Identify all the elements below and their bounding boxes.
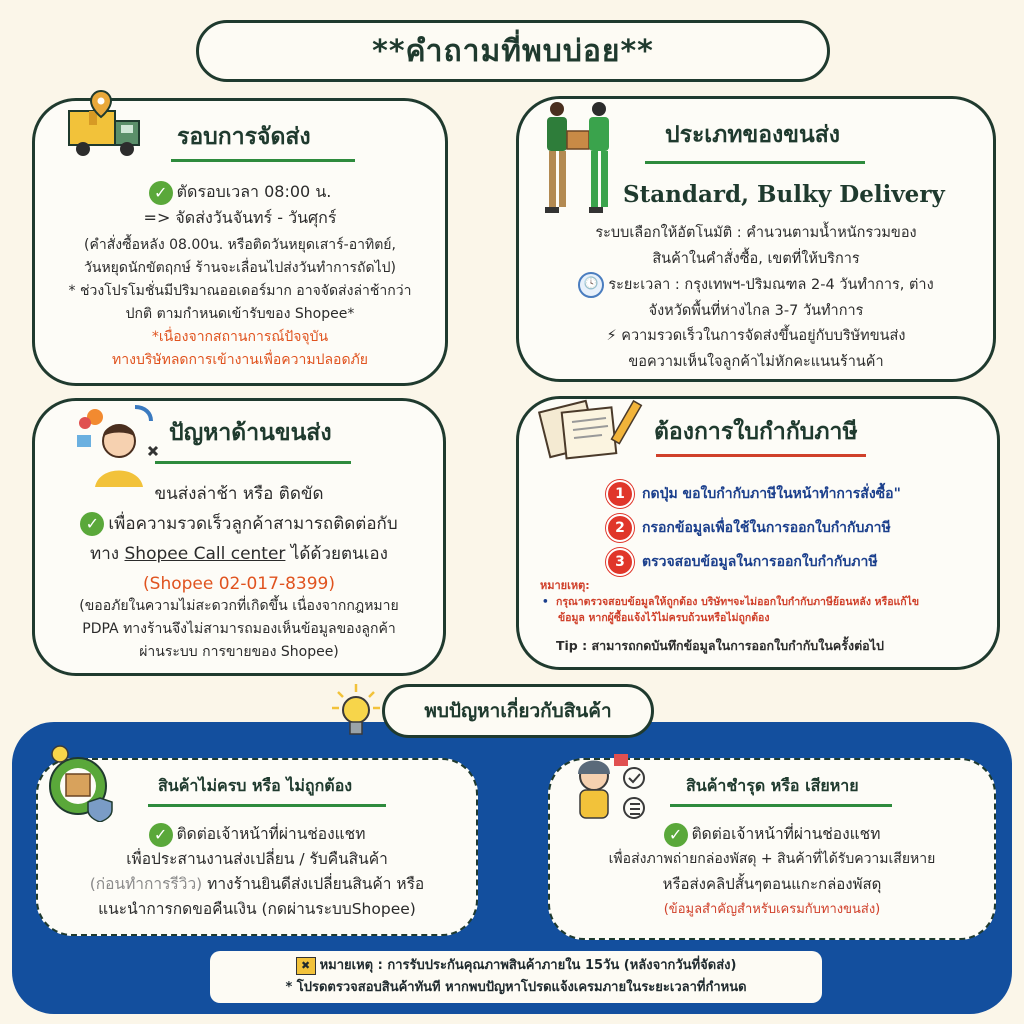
delivery-note: (คำสั่งซื้อหลัง 08.00น. หรือติดวันหยุดเสาร์-อาทิตย์, xyxy=(84,237,396,253)
pdpa-note: (ขออภัยในความไม่สะดวกที่เกิดขึ้น เนื่องจากกฎหมาย xyxy=(79,598,399,614)
delivery-note: * ช่วงโปรโมชั่นมีปริมาณออเดอร์มาก อาจจัดส่งล่าช้ากว่า xyxy=(68,283,412,299)
tax-step-3: 3 ตรวจสอบข้อมูลในการออกใบกำกับภาษี xyxy=(606,548,878,576)
photo-request-text: เพื่อส่งภาพถ่ายกล่องพัสดุ + สินค้าที่ได้รับความเสียหาย xyxy=(608,851,936,867)
worker-checklist-icon xyxy=(570,752,650,826)
delivery-warning: ทางบริษัทลดการเข้างานเพื่อความปลอดภัย xyxy=(112,352,368,368)
contact-callcenter: ทาง Shopee Call center ได้ด้วยตนเอง xyxy=(90,544,388,564)
photo-request-text: หรือส่งคลิปสั้นๆตอนแกะกล่องพัสดุ xyxy=(662,875,882,893)
missing-product-title: สินค้าไม่ครบ หรือ ไม่ถูกต้อง xyxy=(158,776,353,795)
check-icon: ✓ xyxy=(149,823,173,847)
shipping-speed-note: ขอความเห็นใจลูกค้าไม่หักคะแนนร้านค้า xyxy=(628,353,884,370)
refund-text: แนะนำการกดขอคืนเงิน (กดผ่านระบบShopee) xyxy=(98,900,416,918)
shipping-problem-card xyxy=(32,398,446,676)
tax-invoice-title: ต้องการใบกำกับภาษี xyxy=(654,419,858,445)
warranty-line: ✖ หมายเหตุ : การรับประกันคุณภาพสินค้าภายใน 15วัน (หลังจากวันที่จัดส่ง) xyxy=(210,955,822,977)
shipping-type-card xyxy=(516,96,996,382)
chat-contact-text: ✓ ติดต่อเจ้าหน้าที่ผ่านช่องแชท xyxy=(548,822,996,847)
clock-icon: 🕓 xyxy=(578,272,604,298)
warning-icon: ✖ xyxy=(296,957,316,975)
tax-note-label: หมายเหตุ: xyxy=(540,579,590,592)
delivery-warning: *เนื่องจากสถานการณ์ปัจจุบัน xyxy=(151,329,329,345)
title-underline xyxy=(171,159,355,162)
tax-step-1: 1 กดปุ่ม ขอใบกำกับภาษีในหน้าทำการสั่งซื้อ" xyxy=(606,480,901,508)
tax-tip: Tip : สามารถกดบันทึกข้อมูลในการออกใบกำกับในครั้งต่อไป xyxy=(556,638,884,653)
title-underline xyxy=(148,804,386,807)
delivery-round-title: รอบการจัดส่ง xyxy=(177,124,311,150)
shipping-duration: 🕓 ระยะเวลา : กรุงเทพฯ-ปริมณฑล 2-4 วันทำการ, ต่าง xyxy=(519,272,993,299)
delivery-days: => จัดส่งวันจันทร์ - วันศุกร์ xyxy=(143,207,337,227)
exchange-text: เพื่อประสานงานส่งเปลี่ยน / รับคืนสินค้า xyxy=(126,850,388,868)
product-section-title: พบปัญหาเกี่ยวกับสินค้า xyxy=(382,684,654,738)
shipping-type-title: ประเภทของขนส่ง xyxy=(665,122,840,148)
check-icon: ✓ xyxy=(80,512,104,536)
shipping-delay-text: ขนส่งล่าช้า หรือ ติดขัด xyxy=(154,484,324,504)
exchange-text: (ก่อนทำการรีวิว) ทางร้านยินดีส่งเปลี่ยนสินค้า หรือ xyxy=(89,875,425,893)
title-underline xyxy=(645,161,865,164)
delivery-cutoff: ✓ ตัดรอบเวลา 08:00 น. xyxy=(35,179,445,205)
inspect-line: * โปรดตรวจสอบสินค้าทันที หากพบปัญหาโปรดแจ้งเครมภายในระยะเวลาที่กำหนด xyxy=(285,980,747,995)
document-pencil-icon xyxy=(538,396,644,462)
damaged-product-title: สินค้าชำรุด หรือ เสียหาย xyxy=(686,776,859,795)
shipping-auto-select: ระบบเลือกให้อัตโนมัติ : คำนวนตามน้ำหนักรวมของ xyxy=(595,225,917,241)
title-underline xyxy=(656,454,866,457)
delivery-note: วันหยุดนักขัตฤกษ์ ร้านจะเลื่อนไปส่งวันทำการถัดไป) xyxy=(84,260,396,276)
lightbulb-icon xyxy=(330,682,382,742)
page-title: **คำถามที่พบบ่อย** xyxy=(196,20,830,82)
check-icon: ✓ xyxy=(149,181,173,205)
courier-handover-icon xyxy=(537,99,621,223)
shipping-speed-note: ⚡ ความรวดเร็วในการจัดส่งขึ้นอยู่กับบริษัทขนส่ง xyxy=(606,328,906,344)
tax-note: • กรุณาตรวจสอบข้อมูลให้ถูกต้อง บริษัทฯจะไม่ออกใบกำกับภาษีย้อนหลัง หรือแก้ไข ข้อมูล หากผู้ซื้อแจ้งไว้ไม่ครบถ้วนหรือไม่ถูกต้อง xyxy=(542,596,920,624)
shipping-auto-select: สินค้าในคำสั่งซื้อ, เขตที่ให้บริการ xyxy=(652,250,860,267)
title-underline xyxy=(155,461,351,464)
shipping-problem-title: ปัญหาด้านขนส่ง xyxy=(169,420,332,446)
delivery-truck-icon xyxy=(67,89,147,161)
shopee-phone: (Shopee 02-017-8399) xyxy=(143,574,335,594)
contact-text: ✓ เพื่อความรวดเร็วลูกค้าสามารถติดต่อกับ xyxy=(35,509,443,539)
pdpa-note: ผ่านระบบ การขายของ Shopee) xyxy=(139,644,339,660)
delivery-round-card xyxy=(32,98,448,386)
callcenter-link[interactable]: Shopee Call center xyxy=(124,544,286,564)
support-agent-icon xyxy=(73,403,165,487)
shipping-duration: จังหวัดพื้นที่ห่างไกล 3-7 วันทำการ xyxy=(648,302,864,319)
box-shield-gear-icon xyxy=(42,742,118,822)
pdpa-note: PDPA ทางร้านจึงไม่สามารถมองเห็นข้อมูลของลูกค้า xyxy=(82,621,396,637)
delivery-note: ปกติ ตามกำหนดเข้ารับของ Shopee* xyxy=(125,306,355,322)
warranty-note xyxy=(210,951,822,1003)
chat-contact-text: ✓ ติดต่อเจ้าหน้าที่ผ่านช่องแชท xyxy=(36,822,478,847)
shipping-headline: Standard, Bulky Delivery xyxy=(623,181,945,208)
claim-note: (ข้อมูลสำคัญสำหรับเครมกับทางขนส่ง) xyxy=(663,902,881,917)
check-icon: ✓ xyxy=(664,823,688,847)
title-underline xyxy=(670,804,892,807)
tax-step-2: 2 กรอกข้อมูลเพื่อใช้ในการออกใบกำกับภาษี xyxy=(606,514,891,542)
